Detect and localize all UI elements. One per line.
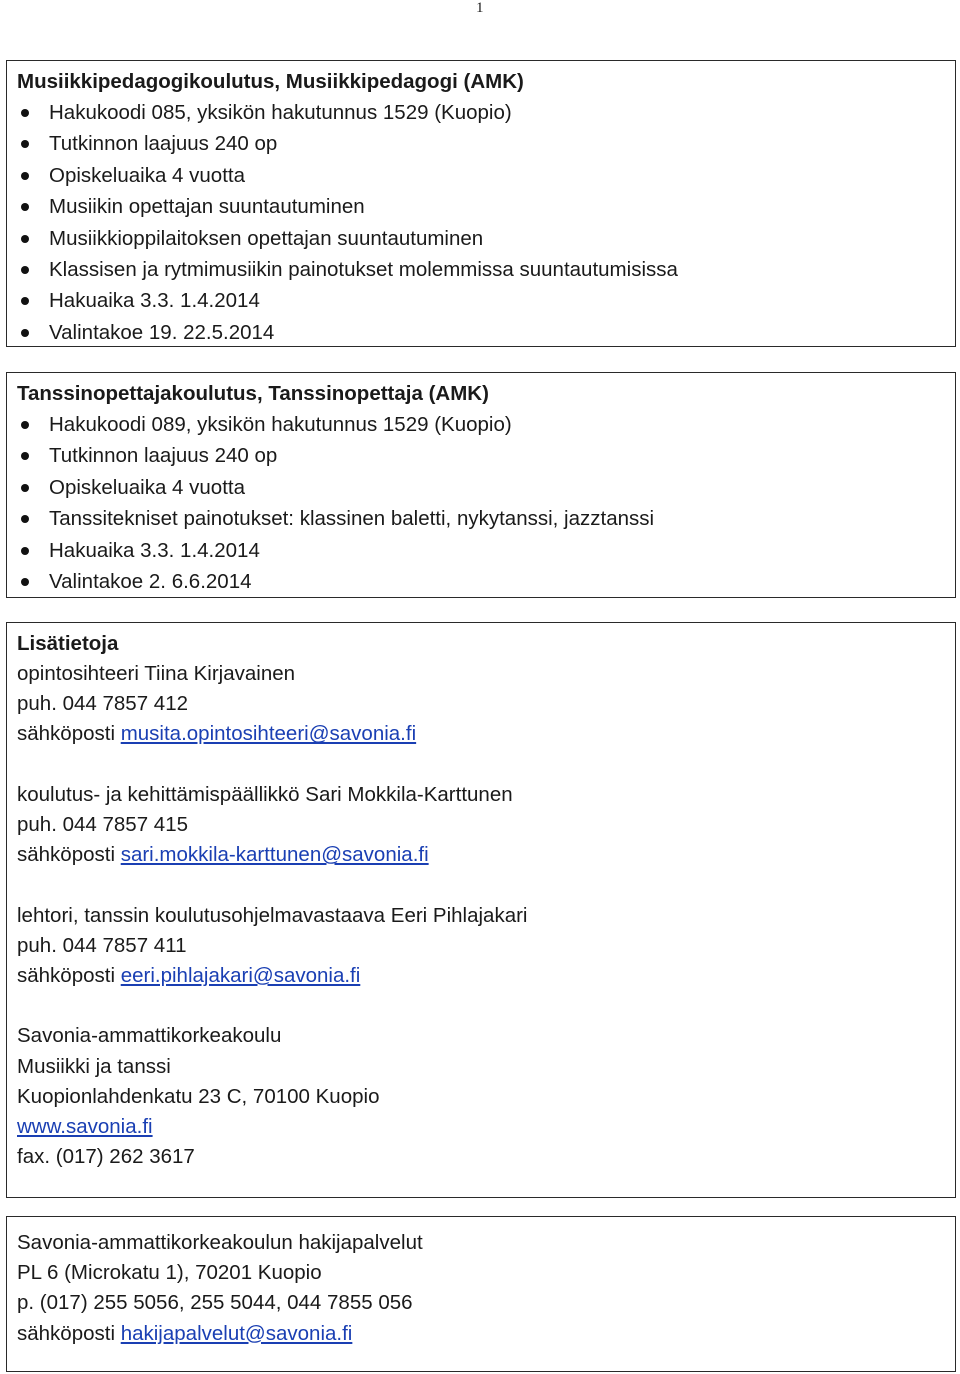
- list-item-text: Tutkinnon laajuus 240 op: [49, 444, 278, 468]
- bullet-icon: [21, 547, 29, 555]
- info-box: [6, 622, 956, 1198]
- list-item-text: Hakuaika 3.3. 1.4.2014: [49, 538, 260, 562]
- list-item: [17, 285, 955, 316]
- list-item-text: Musiikin opettajan suuntautuminen: [49, 195, 365, 219]
- applicant-services-email-line: [17, 1319, 955, 1349]
- list-item: [17, 254, 955, 285]
- applicant-services-box: [6, 1216, 956, 1372]
- info-title: Lisätietoja: [17, 632, 119, 655]
- email-label: sähköposti: [17, 1321, 121, 1345]
- bullet-icon: [21, 140, 29, 148]
- list-item: [17, 97, 955, 128]
- org-name: Savonia-ammattikorkeakoulu: [17, 1024, 282, 1048]
- list-item-text: Opiskeluaika 4 vuotta: [49, 163, 246, 187]
- contact1-phone: puh. 044 7857 412: [17, 692, 188, 716]
- contact3-email-line: [17, 961, 955, 991]
- contact3-role: lehtori, tanssin koulutusohjelmavastaava Eeri Pihlajakari: [17, 903, 528, 927]
- list-item: [17, 535, 955, 566]
- list-item-text: Opiskeluaika 4 vuotta: [49, 475, 246, 499]
- applicant-services-phone: p. (017) 255 5056, 255 5044, 044 7855 056: [17, 1291, 413, 1315]
- bullet-icon: [21, 235, 29, 243]
- email-label: sähköposti: [17, 964, 121, 987]
- email-label: sähköposti: [17, 722, 121, 746]
- contact3-phone: puh. 044 7857 411: [17, 933, 187, 957]
- page-number: 1: [476, 0, 484, 16]
- email-label: sähköposti: [17, 843, 121, 867]
- contact2-email-link[interactable]: sari.mokkila-karttunen@savonia.fi: [120, 843, 429, 867]
- list-item: [17, 566, 955, 597]
- bullet-icon: [21, 297, 29, 305]
- list-item: [17, 317, 955, 348]
- contact1-role: opintosihteeri Tiina Kirjavainen: [17, 662, 296, 685]
- bullet-icon: [21, 515, 29, 523]
- list-item-text: Klassisen ja rytmimusiikin painotukset molemmissa suuntautumisissa: [49, 258, 678, 282]
- list-item: [17, 440, 955, 471]
- bullet-icon: [21, 452, 29, 460]
- org-website-line: [17, 1112, 955, 1142]
- org-address: Kuopionlahdenkatu 23 C, 70100 Kuopio: [17, 1084, 380, 1108]
- dance-program-list: [17, 409, 955, 597]
- music-program-list: [17, 97, 955, 348]
- contact2-role: koulutus- ja kehittämispäällikkö Sari Mokkila-Karttunen: [17, 782, 513, 806]
- contact3-email-link[interactable]: eeri.pihlajakari@savonia.fi: [120, 964, 361, 987]
- bullet-icon: [21, 421, 29, 429]
- list-item: [17, 160, 955, 191]
- bullet-icon: [21, 266, 29, 274]
- bullet-icon: [21, 484, 29, 492]
- list-item-text: Valintakoe 2. 6.6.2014: [49, 570, 252, 594]
- music-program-title: Musiikkipedagogikoulutus, Musiikkipedagogi (AMK): [17, 70, 524, 93]
- contact2-phone: puh. 044 7857 415: [17, 813, 188, 836]
- list-item-text: Tanssitekniset painotukset: klassinen baletti, nykytanssi, jazztanssi: [49, 507, 655, 531]
- dance-program-title: Tanssinopettajakoulutus, Tanssinopettaja (AMK): [17, 382, 489, 405]
- dance-program-box: [6, 372, 956, 598]
- org-website-link[interactable]: www.savonia.fi: [17, 1115, 153, 1138]
- contact1-email-line: [17, 719, 955, 749]
- list-item-text: Hakukoodi 089, yksikön hakutunnus 1529 (Kuopio): [49, 413, 512, 436]
- org-fax: fax. (017) 262 3617: [17, 1145, 195, 1169]
- bullet-icon: [21, 203, 29, 211]
- applicant-services-email-link[interactable]: hakijapalvelut@savonia.fi: [120, 1321, 353, 1345]
- music-program-box: [6, 60, 956, 347]
- applicant-services-address: PL 6 (Microkatu 1), 70201 Kuopio: [17, 1261, 322, 1285]
- bullet-icon: [21, 329, 29, 337]
- list-item-text: Hakukoodi 085, yksikön hakutunnus 1529 (Kuopio): [49, 101, 512, 124]
- bullet-icon: [21, 578, 29, 586]
- list-item: [17, 191, 955, 222]
- list-item-text: Valintakoe 19. 22.5.2014: [49, 320, 275, 344]
- list-item: [17, 472, 955, 503]
- list-item: [17, 223, 955, 254]
- list-item-text: Tutkinnon laajuus 240 op: [49, 132, 278, 156]
- contact2-email-line: [17, 840, 955, 870]
- list-item-text: Musiikkioppilaitoksen opettajan suuntautuminen: [49, 226, 484, 250]
- list-item-text: Hakuaika 3.3. 1.4.2014: [49, 289, 260, 313]
- list-item: [17, 128, 955, 159]
- list-item: [17, 503, 955, 534]
- contact1-email-link[interactable]: musita.opintosihteeri@savonia.fi: [120, 722, 417, 746]
- org-unit: Musiikki ja tanssi: [17, 1054, 171, 1078]
- list-item: [17, 409, 955, 440]
- applicant-services-name: Savonia-ammattikorkeakoulun hakijapalvelut: [17, 1231, 423, 1254]
- bullet-icon: [21, 109, 29, 117]
- bullet-icon: [21, 172, 29, 180]
